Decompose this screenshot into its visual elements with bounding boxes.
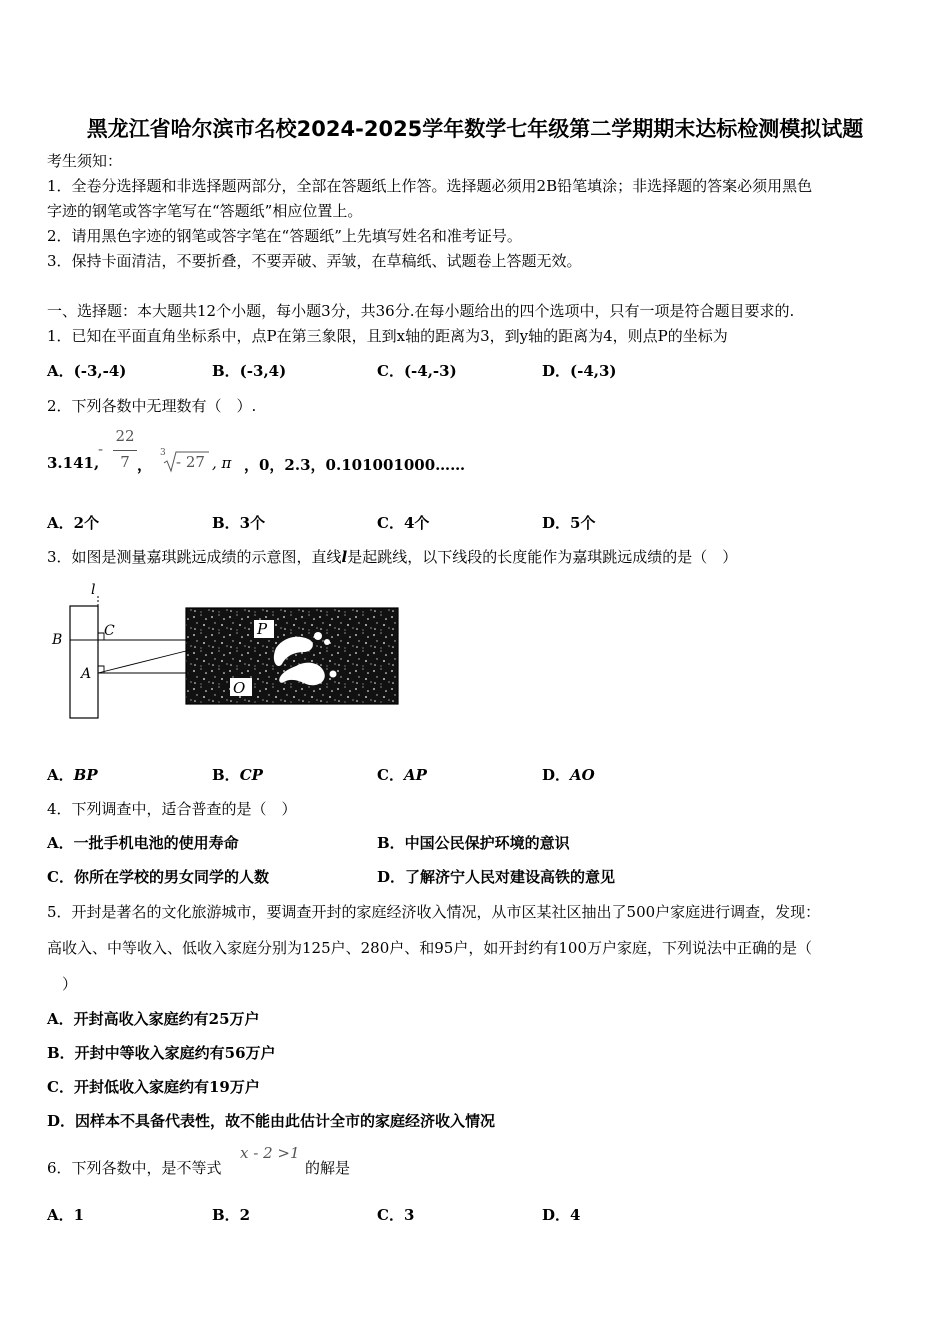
q5-option-b: B．开封中等收入家庭约有56万户: [47, 1044, 276, 1062]
long-jump-diagram: [48, 578, 408, 728]
q6-inequality: x - 2 >1: [240, 1144, 300, 1162]
sand-pit: [186, 608, 398, 704]
q3-option-a-letter: A．: [47, 766, 74, 784]
q3-option-b-value: CP: [239, 766, 263, 784]
q6-option-c: C．3: [377, 1206, 415, 1224]
q6-stem-b: 的解是: [305, 1159, 351, 1177]
q2-stem: 2．下列各数中无理数有（ ）.: [47, 397, 257, 415]
notice-heading: 考生须知：: [47, 152, 123, 170]
q2-pi: , π: [212, 454, 232, 472]
notice-item-3: 3．保持卡面清洁，不要折叠，不要弄破、弄皱，在草稿纸、试题卷上答题无效。: [47, 252, 582, 270]
q1-option-a: A．(-3,-4): [47, 362, 127, 380]
q5-option-d: D．因样本不具备代表性，故不能由此估计全市的家庭经济收入情况: [47, 1112, 496, 1130]
q4-option-b: B．中国公民保护环境的意识: [377, 834, 570, 852]
label-C: C: [104, 623, 115, 639]
q3-stem-b: 是起跳线，以下线段的长度能作为嘉琪跳远成绩的是（ ）: [347, 548, 738, 566]
q2-root-body: - 27: [176, 453, 205, 471]
q3-stem: [47, 546, 737, 568]
label-O: O: [233, 679, 246, 697]
q4-stem: 4．下列调查中，适合普查的是（ ）: [47, 800, 297, 818]
q2-option-c: C．4个: [377, 514, 430, 532]
toe-icon: [314, 632, 322, 640]
q5-option-c: C．开封低收入家庭约有19万户: [47, 1078, 260, 1096]
q3-option-b: [212, 764, 263, 785]
q4-option-d: D．了解济宁人民对建设高铁的意见: [377, 868, 616, 886]
q3-option-c: [377, 764, 427, 785]
q5-stem-line3: ）: [62, 975, 78, 993]
q6-stem-a: 6．下列各数中，是不等式: [47, 1159, 222, 1177]
q2-frac-denominator: 7: [120, 453, 130, 471]
q4-option-c: C．你所在学校的男女同学的人数: [47, 868, 269, 886]
notice-item-1a: 1．全卷分选择题和非选择题两部分，全部在答题纸上作答。选择题必须用2B铅笔填涂；非选择题的答案必须用黑色: [47, 177, 813, 195]
q3-option-c-letter: C．: [377, 766, 404, 784]
page-title: 黑龙江省哈尔滨市名校2024-2025学年数学七年级第二学期期末达标检测模拟试题: [86, 117, 864, 141]
q6-option-a: A．1: [47, 1206, 85, 1224]
q3-option-a: [47, 764, 98, 785]
label-B: B: [52, 632, 63, 648]
q5-option-a: A．开封高收入家庭约有25万户: [47, 1010, 260, 1028]
q3-option-d-letter: D．: [542, 766, 571, 784]
notice-item-2: 2．请用黑色字迹的钢笔或答字笔在“答题纸”上先填写姓名和准考证号。: [47, 227, 522, 245]
toe-icon: [324, 639, 330, 645]
q1-option-b: B．(-3,4): [212, 362, 287, 380]
q2-root-index: 3: [160, 448, 166, 458]
q2-number-3141: 3.141,: [47, 454, 100, 472]
q2-option-d: D．5个: [542, 514, 596, 532]
section-heading: 一、选择题：本大题共12个小题，每小题3分，共36分.在每小题给出的四个选项中，只有一项是符合题目要求的.: [47, 302, 795, 320]
q3-stem-a: 3．如图是测量嘉琪跳远成绩的示意图，直线: [47, 548, 342, 566]
toe-icon: [330, 671, 337, 678]
q2-rest: ，0，2.3，0.101001000……: [244, 456, 466, 474]
q5-stem-line2: 高收入、中等收入、低收入家庭分别为125户、280户、和95户，如开封约有100万户家庭，下列说法中正确的是（: [47, 939, 812, 957]
takeoff-board: [70, 606, 98, 718]
q2-option-a: A．2个: [47, 514, 100, 532]
q4-option-a: A．一批手机电池的使用寿命: [47, 834, 239, 852]
label-A: A: [81, 666, 92, 682]
q3-option-c-value: AP: [403, 766, 427, 784]
notice-item-1b: 字迹的钢笔或答字笔写在“答题纸”相应位置上。: [47, 202, 363, 220]
q2-comma: ，: [137, 456, 153, 474]
q5-stem-line1: 5．开封是著名的文化旅游城市，要调查开封的家庭经济收入情况，从市区某社区抽出了500户家庭进行调查，发现：: [47, 903, 821, 921]
q3-option-b-letter: B．: [212, 766, 240, 784]
segment-ap: [98, 650, 190, 673]
q3-option-d: [542, 764, 595, 785]
q6-option-d: D．4: [542, 1206, 581, 1224]
q3-option-a-value: BP: [73, 766, 98, 784]
q2-neg-sign: -: [98, 440, 104, 458]
q3-option-d-value: AO: [570, 766, 595, 784]
label-l: l: [91, 582, 96, 598]
q2-frac-numerator: 22: [115, 427, 135, 445]
q1-option-c: C．(-4,-3): [377, 362, 457, 380]
q6-option-b: B．2: [212, 1206, 251, 1224]
q3-stem-l: l: [341, 548, 348, 566]
label-P: P: [257, 620, 268, 638]
q1-option-d: D．(-4,3): [542, 362, 617, 380]
q2-frac-bar: [113, 450, 137, 451]
q1-stem: 1．已知在平面直角坐标系中，点P在第三象限，且到x轴的距离为3，到y轴的距离为4，则点P的坐标为: [47, 327, 728, 345]
q2-option-b: B．3个: [212, 514, 266, 532]
